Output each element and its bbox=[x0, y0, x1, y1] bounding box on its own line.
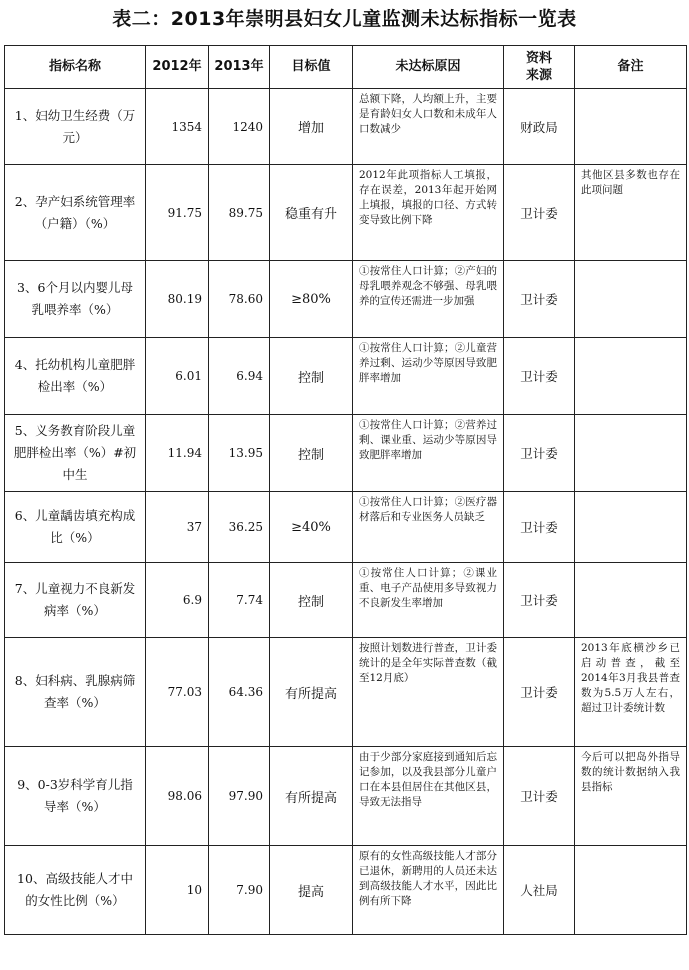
cell-reason: 按照计划数进行普查，卫计委统计的是全年实际普查数（截至12月底） bbox=[353, 638, 504, 747]
indicator-table bbox=[4, 45, 687, 935]
cell-reason: 原有的女性高级技能人才部分已退休，新聘用的人员还未达到高级技能人才水平，因此比例有所下降 bbox=[353, 846, 504, 935]
table-row bbox=[5, 415, 687, 492]
cell-target: ≥80% bbox=[270, 261, 353, 338]
cell-y2013: 1240 bbox=[209, 89, 270, 165]
table-row bbox=[5, 165, 687, 261]
table-row bbox=[5, 338, 687, 415]
cell-target: 提高 bbox=[270, 846, 353, 935]
cell-reason: 总额下降，人均额上升，主要是育龄妇女人口数和未成年人口数减少 bbox=[353, 89, 504, 165]
cell-y2012: 98.06 bbox=[146, 747, 209, 846]
cell-y2013: 6.94 bbox=[209, 338, 270, 415]
table-row bbox=[5, 846, 687, 935]
cell-y2013: 36.25 bbox=[209, 492, 270, 563]
cell-y2012: 10 bbox=[146, 846, 209, 935]
cell-source: 卫计委 bbox=[504, 338, 575, 415]
table-row bbox=[5, 638, 687, 747]
cell-remark bbox=[575, 846, 687, 935]
cell-remark bbox=[575, 492, 687, 563]
cell-reason: ①按常住人口计算；②营养过剩、课业重、运动少等原因导致肥胖率增加 bbox=[353, 415, 504, 492]
header-remark: 备注 bbox=[575, 46, 687, 89]
cell-reason: 2012年此项指标人工填报，存在误差，2013年起开始网上填报，填报的口径、方式转变导致比例下降 bbox=[353, 165, 504, 261]
cell-remark: 今后可以把岛外指导数的统计数据纳入我县指标 bbox=[575, 747, 687, 846]
cell-target: 有所提高 bbox=[270, 638, 353, 747]
cell-name: 2、孕产妇系统管理率（户籍）（%） bbox=[5, 165, 146, 261]
cell-target: ≥40% bbox=[270, 492, 353, 563]
cell-y2012: 11.94 bbox=[146, 415, 209, 492]
cell-name: 6、儿童龋齿填充构成比（%） bbox=[5, 492, 146, 563]
cell-y2013: 7.90 bbox=[209, 846, 270, 935]
cell-y2012: 37 bbox=[146, 492, 209, 563]
table-row bbox=[5, 492, 687, 563]
cell-y2013: 64.36 bbox=[209, 638, 270, 747]
table-header-row bbox=[5, 46, 687, 89]
cell-name: 7、儿童视力不良新发病率（%） bbox=[5, 563, 146, 638]
header-target: 目标值 bbox=[270, 46, 353, 89]
cell-target: 增加 bbox=[270, 89, 353, 165]
cell-source: 人社局 bbox=[504, 846, 575, 935]
cell-remark bbox=[575, 415, 687, 492]
cell-reason: ①按常住人口计算；②儿童营养过剩、运动少等原因导致肥胖率增加 bbox=[353, 338, 504, 415]
header-2013: 2013年 bbox=[209, 46, 270, 89]
cell-reason: 由于少部分家庭接到通知后忘记参加，以及我县部分儿童户口在本县但居住在其他区县，导致无法指导 bbox=[353, 747, 504, 846]
table-row bbox=[5, 261, 687, 338]
cell-target: 控制 bbox=[270, 415, 353, 492]
table-row bbox=[5, 747, 687, 846]
cell-y2013: 97.90 bbox=[209, 747, 270, 846]
cell-y2012: 77.03 bbox=[146, 638, 209, 747]
cell-remark bbox=[575, 261, 687, 338]
cell-y2013: 89.75 bbox=[209, 165, 270, 261]
cell-source: 卫计委 bbox=[504, 165, 575, 261]
cell-target: 控制 bbox=[270, 563, 353, 638]
cell-name: 4、托幼机构儿童肥胖检出率（%） bbox=[5, 338, 146, 415]
table-body bbox=[5, 89, 687, 935]
table-row bbox=[5, 563, 687, 638]
cell-source: 财政局 bbox=[504, 89, 575, 165]
cell-y2012: 91.75 bbox=[146, 165, 209, 261]
cell-remark bbox=[575, 89, 687, 165]
table-row bbox=[5, 89, 687, 165]
cell-name: 9、0-3岁科学育儿指导率（%） bbox=[5, 747, 146, 846]
cell-target: 稳重有升 bbox=[270, 165, 353, 261]
cell-name: 5、义务教育阶段儿童肥胖检出率（%）#初中生 bbox=[5, 415, 146, 492]
cell-target: 有所提高 bbox=[270, 747, 353, 846]
cell-source: 卫计委 bbox=[504, 492, 575, 563]
cell-remark: 2013年底横沙乡已启动普查，截至2014年3月我县普查数为5.5万人左右，超过卫计委统计数 bbox=[575, 638, 687, 747]
cell-y2012: 1354 bbox=[146, 89, 209, 165]
cell-name: 8、妇科病、乳腺病筛查率（%） bbox=[5, 638, 146, 747]
cell-reason: ①按常住人口计算；②产妇的母乳喂养观念不够强、母乳喂养的宣传还需进一步加强 bbox=[353, 261, 504, 338]
cell-y2012: 80.19 bbox=[146, 261, 209, 338]
cell-source: 卫计委 bbox=[504, 747, 575, 846]
cell-remark: 其他区县多数也存在此项问题 bbox=[575, 165, 687, 261]
cell-y2013: 7.74 bbox=[209, 563, 270, 638]
cell-source: 卫计委 bbox=[504, 563, 575, 638]
cell-remark bbox=[575, 338, 687, 415]
cell-source: 卫计委 bbox=[504, 415, 575, 492]
cell-reason: ①按常住人口计算；②医疗器材落后和专业医务人员缺乏 bbox=[353, 492, 504, 563]
cell-name: 10、高级技能人才中的女性比例（%） bbox=[5, 846, 146, 935]
cell-source: 卫计委 bbox=[504, 261, 575, 338]
cell-y2012: 6.01 bbox=[146, 338, 209, 415]
cell-name: 3、6个月以内婴儿母乳喂养率（%） bbox=[5, 261, 146, 338]
header-reason: 未达标原因 bbox=[353, 46, 504, 89]
cell-name: 1、妇幼卫生经费（万元） bbox=[5, 89, 146, 165]
cell-y2012: 6.9 bbox=[146, 563, 209, 638]
cell-y2013: 78.60 bbox=[209, 261, 270, 338]
cell-target: 控制 bbox=[270, 338, 353, 415]
header-source-label: 资料来源 bbox=[525, 51, 552, 83]
cell-remark bbox=[575, 563, 687, 638]
cell-y2013: 13.95 bbox=[209, 415, 270, 492]
header-source bbox=[504, 46, 575, 89]
cell-reason: ①按常住人口计算；②课业重、电子产品使用多导致视力不良新发生率增加 bbox=[353, 563, 504, 638]
page-title: 表二：2013年崇明县妇女儿童监测未达标指标一览表 bbox=[112, 8, 577, 30]
header-name: 指标名称 bbox=[5, 46, 146, 89]
cell-source: 卫计委 bbox=[504, 638, 575, 747]
header-2012: 2012年 bbox=[146, 46, 209, 89]
